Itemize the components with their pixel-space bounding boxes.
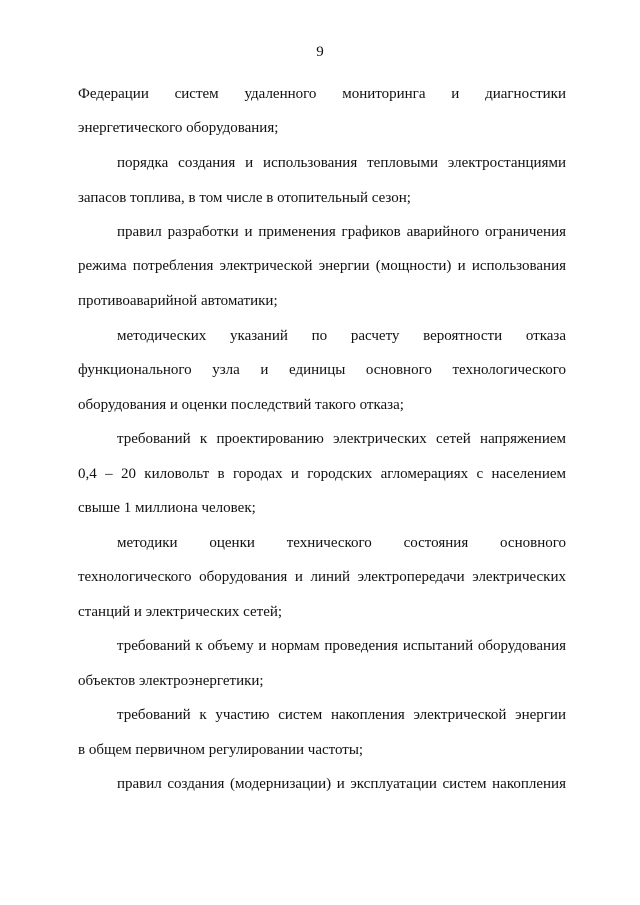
text-line: правил создания (модернизации) и эксплуатации систем накопления [117,776,566,792]
text-line: режима потребления электрической энергии (мощности) и использования [78,258,566,274]
text-line: методических указаний по расчету вероятности отказа [117,328,566,344]
text-line: требований к участию систем накопления электрической энергии [117,707,566,723]
text-line: технологического оборудования и линий электропередачи электрических [78,569,566,585]
text-line: оборудования и оценки последствий такого отказа; [78,397,404,413]
text-line: правил разработки и применения графиков аварийного ограничения [117,224,566,240]
text-line: порядка создания и использования тепловыми электростанциями [117,155,566,171]
text-line: запасов топлива, в том числе в отопительный сезон; [78,190,411,206]
text-line: Федерации систем удаленного мониторинга и диагностики [78,86,566,102]
text-line: функционального узла и единицы основного технологического [78,362,566,378]
text-line: станций и электрических сетей; [78,604,283,620]
text-line: свыше 1 миллиона человек; [78,500,256,516]
text-line: методики оценки технического состояния основного [117,535,566,551]
text-line: объектов электроэнергетики; [78,673,264,689]
text-line: требований к объему и нормам проведения испытаний оборудования [117,638,566,654]
text-line: 0,4 – 20 киловольт в городах и городских агломерациях с населением [78,466,566,482]
text-line: требований к проектированию электрических сетей напряжением [117,431,566,447]
text-line: энергетического оборудования; [78,120,279,136]
text-line: в общем первичном регулировании частоты; [78,742,364,758]
page-number: 9 [316,44,324,60]
text-line: противоаварийной автоматики; [78,293,278,309]
